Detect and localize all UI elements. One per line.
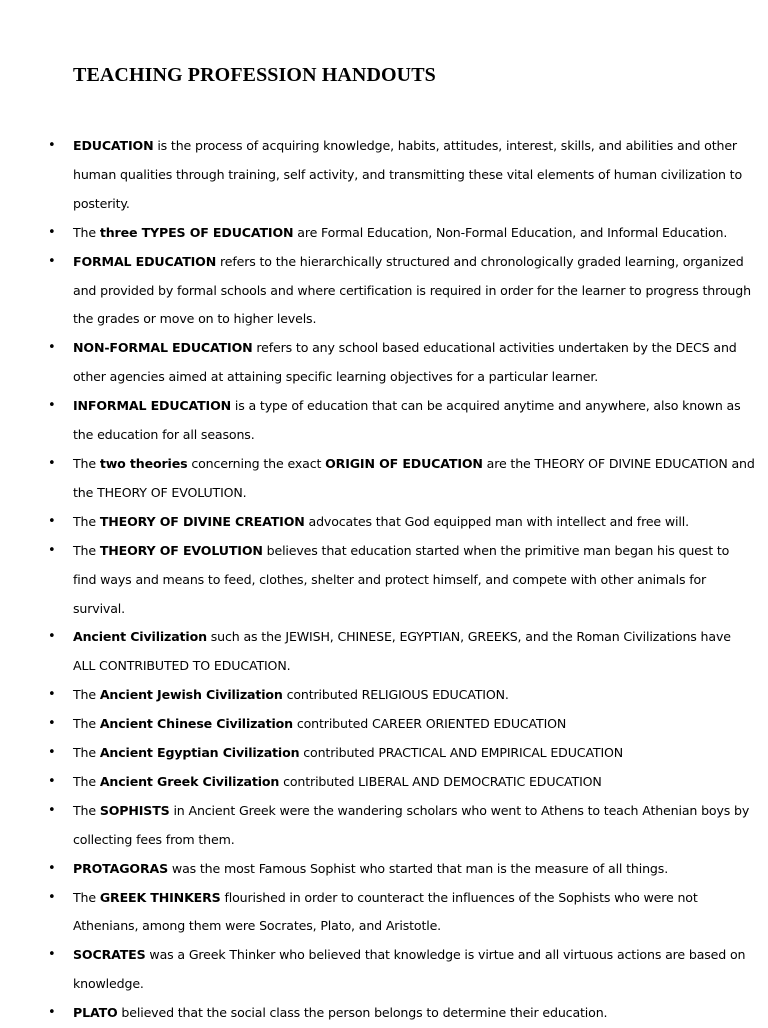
bullet-marker: • <box>48 253 56 269</box>
item-text: such as the JEWISH, CHINESE, EGYPTIAN, GREEKS, and the Roman Civilizations have ALL CONTRIBUTED TO EDUCATION. <box>73 629 731 674</box>
bullet-marker: • <box>48 542 56 558</box>
list-item <box>0 710 768 739</box>
bullet-marker: • <box>48 340 56 356</box>
item-text: believes that education started when the primitive man began his quest to find ways and means to feed, clothes, shelter and protect himself, and compete with other animals for survival. <box>73 542 730 616</box>
list-item <box>0 508 768 537</box>
bullet-marker: • <box>48 773 56 789</box>
item-text: flourished in order to counteract the influences of the Sophists who were not Athenians, among them were Socrates, Plato, and Aristotle. <box>73 889 698 934</box>
bold-term: EDUCATION <box>73 138 154 153</box>
item-text: The <box>73 745 100 761</box>
bullet-marker: • <box>48 716 56 732</box>
item-text: refers to any school based educational activities undertaken by the DECS and other agencies aimed at attaining specific learning objectives for a particular learner. <box>73 340 737 385</box>
item-text: The <box>73 889 100 905</box>
item-text: is the process of acquiring knowledge, habits, attitudes, interest, skills, and abilities and other human qualities through training, self activity, and transmitting these vital elements of human civilization to posterity. <box>73 138 743 211</box>
bullet-marker: • <box>48 947 56 963</box>
bold-term: two theories <box>99 455 188 471</box>
list-item <box>0 884 768 942</box>
item-text: contributed LIBERAL AND DEMOCRATIC EDUCATION <box>279 773 602 789</box>
list-item <box>0 537 768 624</box>
item-text: The <box>73 542 100 558</box>
item-text: The <box>73 224 100 240</box>
bullet-marker: • <box>48 745 56 761</box>
list-item <box>0 941 768 999</box>
bullet-marker: • <box>48 802 56 818</box>
page-title: TEACHING PROFESSION HANDOUTS <box>73 64 436 86</box>
bold-term: Ancient Chinese Civilization <box>99 716 293 732</box>
bullet-marker: • <box>48 889 56 905</box>
bold-term: THEORY OF DIVINE CREATION <box>99 513 305 529</box>
bold-term: THEORY OF EVOLUTION <box>99 542 263 558</box>
item-text: contributed RELIGIOUS EDUCATION. <box>282 687 509 703</box>
item-text: are the THEORY OF DIVINE EDUCATION and the THEORY OF EVOLUTION. <box>73 455 755 500</box>
item-text: is a type of education that can be acquired anytime and anywhere, also known as the education for all seasons. <box>73 398 741 443</box>
list-item <box>0 132 768 219</box>
list-item <box>0 623 768 681</box>
bold-term: NON-FORMAL EDUCATION <box>73 340 253 356</box>
item-text: refers to the hierarchically structured and chronologically graded learning, organized and provided by formal schools and where certification is required in order for the learner to progress through the grades or move on to higher levels. <box>73 253 751 327</box>
bullet-marker: • <box>48 398 56 414</box>
bullet-marker: • <box>48 513 56 529</box>
item-text: The <box>73 802 100 818</box>
handout-list <box>0 132 768 1028</box>
list-item <box>0 855 768 884</box>
bold-term: Ancient Greek Civilization <box>99 773 280 789</box>
bold-term: Ancient Jewish Civilization <box>99 687 283 703</box>
bold-term: GREEK THINKERS <box>99 889 221 905</box>
list-item <box>0 219 768 248</box>
bold-term: Ancient Egyptian Civilization <box>99 745 300 761</box>
item-text: was a Greek Thinker who believed that knowledge is virtue and all virtuous actions are based on knowledge. <box>73 947 746 992</box>
bold-term: Ancient Civilization <box>73 629 207 645</box>
bold-term: SOCRATES <box>73 947 146 963</box>
item-text: advocates that God equipped man with intellect and free will. <box>304 513 689 529</box>
bold-term: SOPHISTS <box>99 802 170 818</box>
item-text: was the most Famous Sophist who started that man is the measure of all things. <box>168 860 669 876</box>
list-item <box>0 768 768 797</box>
bullet-marker: • <box>48 1005 56 1021</box>
bullet-marker: • <box>48 629 56 645</box>
bullet-marker: • <box>48 860 56 876</box>
bold-term: PLATO <box>73 1005 118 1021</box>
bullet-marker: • <box>48 687 56 703</box>
list-item <box>0 681 768 710</box>
list-item <box>0 450 768 508</box>
list-item <box>0 392 768 450</box>
list-item <box>0 739 768 768</box>
bold-term: PROTAGORAS <box>73 860 169 876</box>
item-text: The <box>73 513 100 529</box>
bullet-marker: • <box>48 138 56 153</box>
bold-term: ORIGIN OF EDUCATION <box>325 455 483 471</box>
bullet-marker: • <box>48 455 56 471</box>
item-text: concerning the exact <box>187 455 326 471</box>
bullet-marker: • <box>48 224 56 240</box>
bold-term: INFORMAL EDUCATION <box>73 398 232 414</box>
item-text: are Formal Education, Non-Formal Education, and Informal Education. <box>293 224 728 240</box>
item-text: The <box>73 773 100 789</box>
item-text: believed that the social class the person belongs to determine their education. <box>117 1005 608 1021</box>
item-text: The <box>73 455 100 471</box>
item-text: contributed CAREER ORIENTED EDUCATION <box>293 716 567 732</box>
list-item <box>0 797 768 855</box>
item-text: The <box>73 716 100 732</box>
item-text: contributed PRACTICAL AND EMPIRICAL EDUCATION <box>299 745 624 761</box>
bold-term: three TYPES OF EDUCATION <box>99 224 294 240</box>
item-text: The <box>73 687 100 703</box>
list-item <box>0 334 768 392</box>
bold-term: FORMAL EDUCATION <box>73 253 217 269</box>
item-text: in Ancient Greek were the wandering scholars who went to Athens to teach Athenian boys by collecting fees from them. <box>73 802 750 847</box>
list-item <box>0 248 768 335</box>
